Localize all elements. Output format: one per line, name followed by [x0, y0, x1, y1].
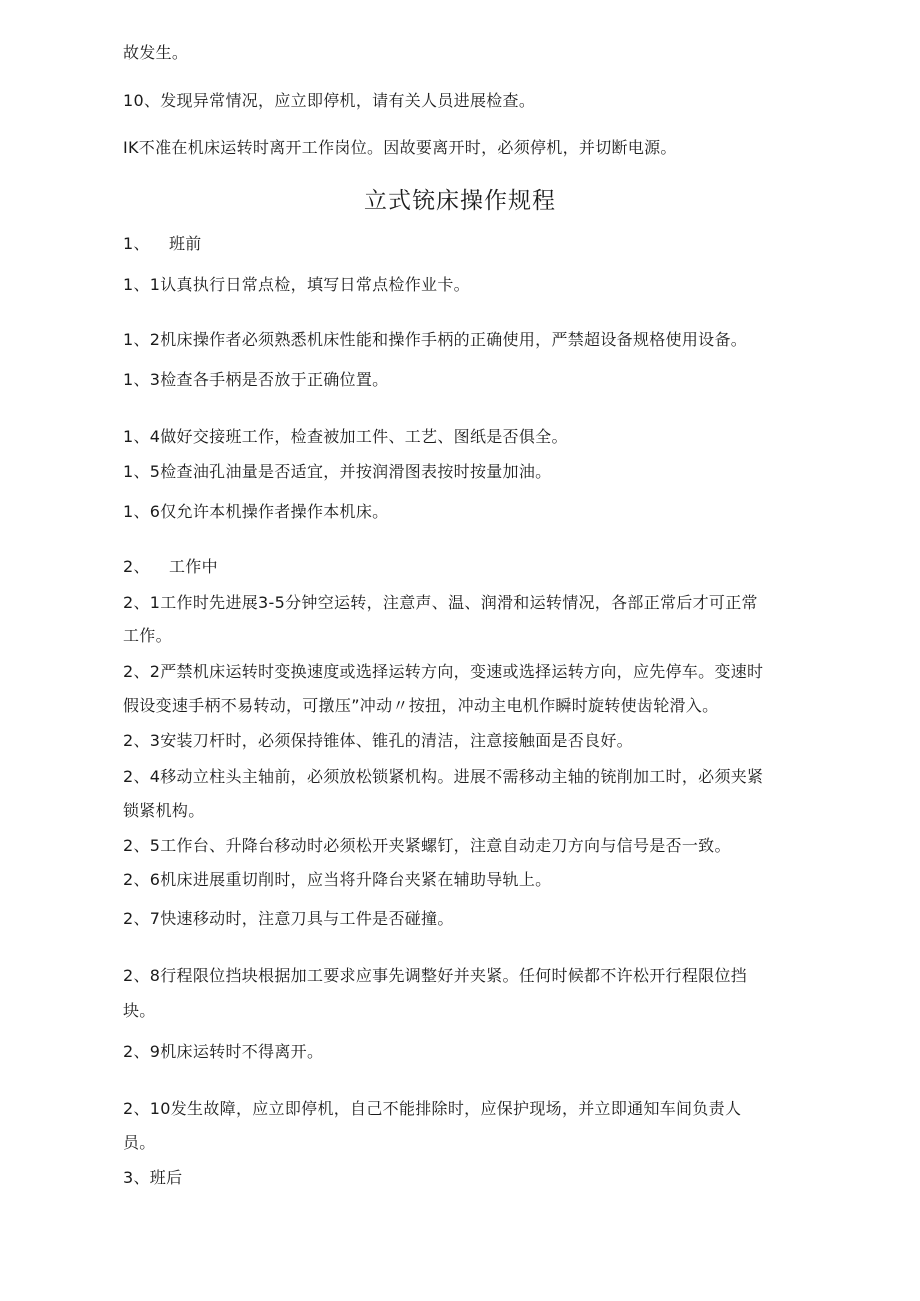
list-item: 1、2机床操作者必须熟悉机床性能和操作手柄的正确使用，严禁超设备规格使用设备。	[123, 330, 748, 349]
list-item-continuation: 员。	[123, 1133, 156, 1152]
list-item: 2、1工作时先进展3-5分钟空运转，注意声、温、润滑和运转情况，各部正常后才可正常	[123, 593, 758, 612]
list-item: 1、5检查油孔油量是否适宜，并按润滑图表按时按量加油。	[123, 462, 552, 481]
text-line: IK不准在机床运转时离开工作岗位。因故要离开时，必须停机，并切断电源。	[123, 138, 677, 157]
list-item: 2、8行程限位挡块根据加工要求应事先调整好并夹紧。任何时候都不许松开行程限位挡	[123, 966, 748, 985]
text-line: 10、发现异常情况，应立即停机，请有关人员进展检查。	[123, 91, 536, 110]
list-item-continuation: 块。	[123, 1001, 156, 1020]
list-item: 2、10发生故障，应立即停机，自己不能排除时，应保护现场，并立即通知车间负责人	[123, 1099, 742, 1118]
list-item: 2、4移动立柱头主轴前，必须放松锁紧机构。进展不需移动主轴的铳削加工时，必须夹紧	[123, 767, 764, 786]
list-item: 2、7快速移动时，注意刀具与工件是否碰撞。	[123, 909, 454, 928]
list-item-continuation: 工作。	[123, 626, 172, 645]
section-heading	[123, 227, 858, 261]
section-heading: 3、班后	[123, 1168, 183, 1187]
section-number: 1、	[123, 234, 150, 253]
list-item: 2、2严禁机床运转时变换速度或选择运转方向，变速或选择运转方向，应先停车。变速时	[123, 662, 764, 681]
section-heading-label: 工作中	[169, 557, 218, 576]
section-heading-label: 班前	[169, 234, 202, 253]
list-item: 2、3安装刀杆时，必须保持锥体、锥孔的清洁，注意接触面是否良好。	[123, 731, 633, 750]
document-title: 立式铳床操作规程	[364, 188, 556, 214]
list-item: 2、5工作台、升降台移动时必须松开夹紧螺钉，注意自动走刀方向与信号是否一致。	[123, 836, 731, 855]
list-item-continuation: 假设变速手柄不易转动，可撴压”冲动〃按扭，冲动主电机作瞬时旋转使齿轮滑入。	[123, 696, 719, 715]
list-item: 2、9机床运转时不得离开。	[123, 1042, 324, 1061]
list-item: 2、6机床进展重切削时，应当将升降台夹紧在辅助导轨上。	[123, 870, 552, 889]
list-item: 1、4做好交接班工作，检查被加工件、工艺、图纸是否俱全。	[123, 427, 568, 446]
list-item: 1、1认真执行日常点检，填写日常点检作业卡。	[123, 275, 470, 294]
section-number: 2、	[123, 557, 150, 576]
list-item-continuation: 锁紧机构。	[123, 801, 205, 820]
list-item: 1、3检查各手柄是否放于正确位置。	[123, 370, 389, 389]
section-heading	[123, 550, 858, 584]
text-line: 故发生。	[123, 43, 189, 62]
list-item: 1、6仅允许本机操作者操作本机床。	[123, 502, 389, 521]
